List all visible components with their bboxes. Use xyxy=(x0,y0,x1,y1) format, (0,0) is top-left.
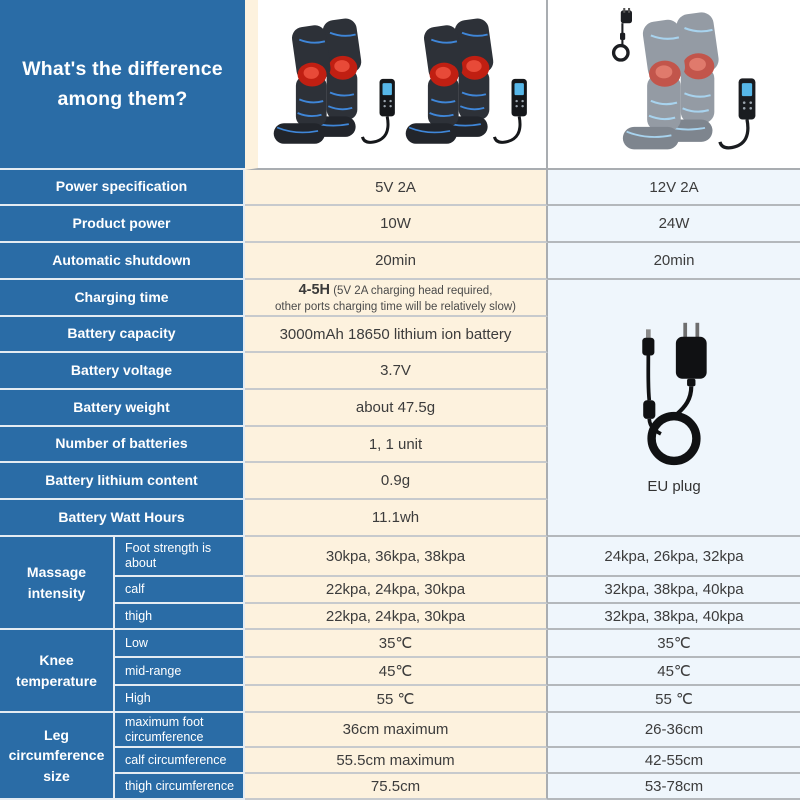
page-title-line2: among them? xyxy=(57,88,188,110)
sub-label-calf-intensity: calf xyxy=(115,577,245,604)
value-a-power-specification: 5V 2A xyxy=(245,170,548,206)
value-b-automatic-shutdown: 20min xyxy=(548,243,800,280)
sub-label-temp-mid: mid-range xyxy=(115,658,245,686)
value-a-temp-mid: 45℃ xyxy=(245,658,548,686)
product-a-image-cell xyxy=(245,0,548,170)
value-a-battery-weight: about 47.5g xyxy=(245,390,548,427)
eu-plug-cell xyxy=(548,280,800,537)
value-b-foot-strength: 24kpa, 26kpa, 32kpa xyxy=(548,537,800,577)
row-label-power-specification: Power specification xyxy=(0,170,245,206)
row-label-battery-lithium-content: Battery lithium content xyxy=(0,463,245,500)
group-label-massage-intensity: Massage intensity xyxy=(0,537,115,630)
value-a-automatic-shutdown: 20min xyxy=(245,243,548,280)
gray-leg-massager-pair-icon xyxy=(621,11,761,157)
charging-time-value: 4-5H xyxy=(298,282,331,299)
sub-label-temp-high: High xyxy=(115,686,245,713)
value-b-temp-low: 35℃ xyxy=(548,630,800,658)
sub-label-thigh-intensity: thigh xyxy=(115,604,245,630)
row-label-charging-time: Charging time xyxy=(0,280,245,317)
black-leg-massager-pair-icon xyxy=(404,14,532,154)
sub-label-thigh-circumference: thigh circumference xyxy=(115,774,245,800)
title-box xyxy=(0,0,245,170)
charging-time-note1: (5V 2A charging head required, xyxy=(330,285,493,298)
value-a-battery-watt-hours: 11.1wh xyxy=(245,500,548,537)
group-label-knee-temperature: Knee temperature xyxy=(0,630,115,713)
value-a-foot-strength: 30kpa, 36kpa, 38kpa xyxy=(245,537,548,577)
value-a-temp-high: 55 ℃ xyxy=(245,686,548,713)
value-b-calf-intensity: 32kpa, 38kpa, 40kpa xyxy=(548,577,800,604)
value-a-calf-intensity: 22kpa, 24kpa, 30kpa xyxy=(245,577,548,604)
sub-label-max-foot-circumference: maximum foot circumference xyxy=(115,713,245,748)
value-b-thigh-intensity: 32kpa, 38kpa, 40kpa xyxy=(548,604,800,630)
black-leg-massager-pair-icon xyxy=(272,14,400,154)
value-a-charging-time xyxy=(245,280,548,317)
value-a-thigh-circumference: 75.5cm xyxy=(245,774,548,800)
sub-label-foot-strength: Foot strength is about xyxy=(115,537,245,577)
product-b-image-cell xyxy=(548,0,800,170)
value-b-power-specification: 12V 2A xyxy=(548,170,800,206)
value-a-max-foot-circumference: 36cm maximum xyxy=(245,713,548,748)
value-a-battery-capacity: 3000mAh 18650 lithium ion battery xyxy=(245,317,548,353)
row-label-number-of-batteries: Number of batteries xyxy=(0,427,245,463)
eu-plug-adapter-cable-icon xyxy=(618,320,730,474)
charging-time-line1 xyxy=(299,280,493,300)
row-label-battery-watt-hours: Battery Watt Hours xyxy=(0,500,245,537)
row-label-automatic-shutdown: Automatic shutdown xyxy=(0,243,245,280)
row-label-battery-voltage: Battery voltage xyxy=(0,353,245,390)
charging-adapter-mini-icon xyxy=(604,8,636,64)
value-b-calf-circumference: 42-55cm xyxy=(548,748,800,774)
value-b-temp-mid: 45℃ xyxy=(548,658,800,686)
value-b-temp-high: 55 ℃ xyxy=(548,686,800,713)
value-a-temp-low: 35℃ xyxy=(245,630,548,658)
value-a-calf-circumference: 55.5cm maximum xyxy=(245,748,548,774)
value-b-thigh-circumference: 53-78cm xyxy=(548,774,800,800)
row-label-battery-capacity: Battery capacity xyxy=(0,317,245,353)
value-a-battery-lithium-content: 0.9g xyxy=(245,463,548,500)
value-a-number-of-batteries: 1, 1 unit xyxy=(245,427,548,463)
value-a-battery-voltage: 3.7V xyxy=(245,353,548,390)
sub-label-calf-circumference: calf circumference xyxy=(115,748,245,774)
value-b-product-power: 24W xyxy=(548,206,800,243)
value-a-thigh-intensity: 22kpa, 24kpa, 30kpa xyxy=(245,604,548,630)
sub-label-temp-low: Low xyxy=(115,630,245,658)
page-title-line1: What's the difference xyxy=(22,57,223,80)
charging-time-note2: other ports charging time will be relatively slow) xyxy=(275,301,516,314)
row-label-product-power: Product power xyxy=(0,206,245,243)
value-b-max-foot-circumference: 26-36cm xyxy=(548,713,800,748)
group-label-leg-circumference: Leg circumference size xyxy=(0,713,115,800)
eu-plug-label: EU plug xyxy=(647,478,701,495)
row-label-battery-weight: Battery weight xyxy=(0,390,245,427)
value-a-product-power: 10W xyxy=(245,206,548,243)
